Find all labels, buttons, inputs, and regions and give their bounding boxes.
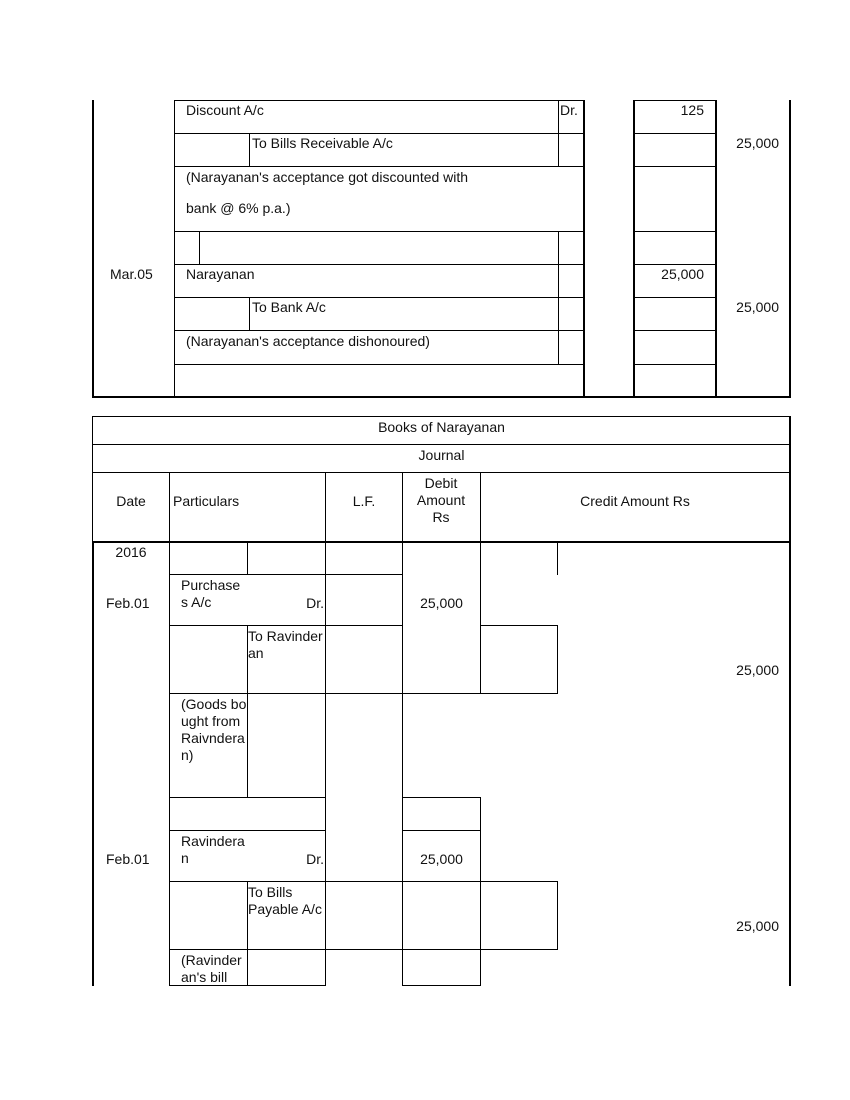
dr-marker: Dr.	[560, 102, 578, 118]
date-cell: Feb.01	[106, 851, 150, 867]
credit-amount: 25,000	[736, 299, 779, 315]
debit-amount: 25,000	[661, 266, 704, 282]
debit-amount: 25,000	[420, 595, 463, 611]
narration: (Ravinderan's bill	[181, 952, 242, 985]
particulars-purchases: Purchases A/c	[181, 577, 241, 610]
header-debit: Debit Amount Rs	[416, 475, 466, 525]
header-credit: Credit Amount Rs	[580, 493, 690, 509]
particulars-to-bills-payable: To Bills Payable A/c	[248, 884, 322, 917]
date-cell: Feb.01	[106, 595, 150, 611]
particulars-to-bank: To Bank A/c	[252, 299, 326, 315]
particulars-to-ravinderan: To Ravinderan	[248, 628, 323, 661]
credit-amount: 25,000	[736, 662, 779, 678]
dr-marker: Dr.	[306, 851, 324, 867]
date-cell: Mar.05	[110, 266, 153, 282]
credit-amount: 25,000	[736, 918, 779, 934]
narration: (Narayanan's acceptance dishonoured)	[186, 333, 430, 349]
dr-marker: Dr.	[306, 595, 324, 611]
header-date: Date	[116, 493, 146, 509]
narration: (Goods bought from Raivnderan)	[181, 696, 247, 763]
year-cell: 2016	[115, 544, 147, 560]
particulars-narayanan: Narayanan	[186, 266, 255, 282]
header-lf: L.F.	[352, 493, 376, 509]
debit-amount: 125	[680, 102, 704, 118]
narration-line-2: bank @ 6% p.a.)	[186, 200, 291, 216]
particulars-discount: Discount A/c	[186, 102, 264, 118]
journal-title: Journal	[418, 447, 465, 463]
debit-amount: 25,000	[420, 851, 463, 867]
particulars-to-bills-receivable: To Bills Receivable A/c	[252, 135, 393, 151]
credit-amount: 25,000	[736, 135, 779, 151]
narration-line-1: (Narayanan's acceptance got discounted with	[186, 169, 469, 185]
particulars-ravinderan: Ravinderan	[181, 833, 245, 866]
books-title: Books of Narayanan	[378, 419, 505, 435]
header-particulars: Particulars	[173, 493, 240, 509]
